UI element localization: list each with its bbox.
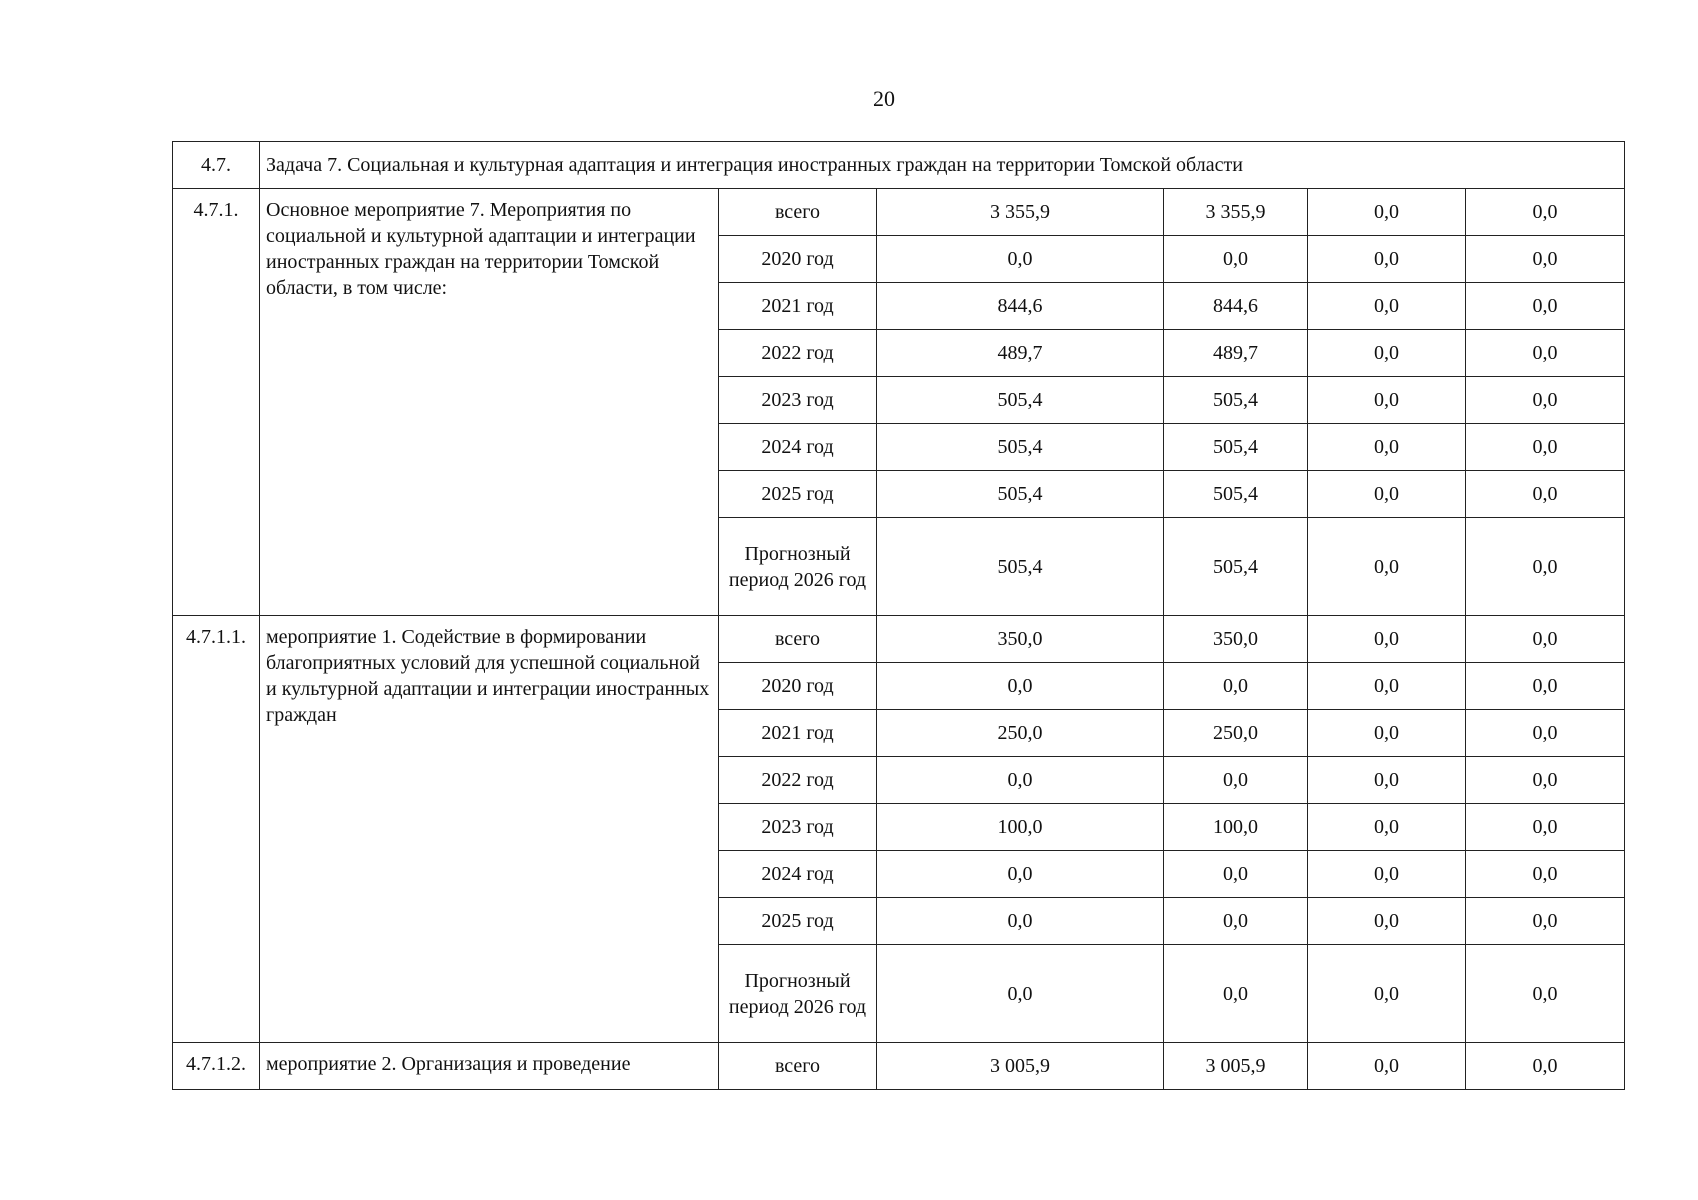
value-cell-2: 505,4 [1164, 471, 1308, 518]
value-cell-4: 0,0 [1466, 757, 1625, 804]
value-cell-1: 505,4 [877, 424, 1164, 471]
period-cell: Прогнозный период 2026 год [719, 945, 877, 1043]
table-row [173, 189, 1625, 236]
period-cell: 2022 год [719, 757, 877, 804]
value-cell-4: 0,0 [1466, 518, 1625, 616]
value-cell-2: 0,0 [1164, 236, 1308, 283]
value-cell-4: 0,0 [1466, 471, 1625, 518]
task-row [173, 142, 1625, 189]
item-title: мероприятие 2. Организация и проведение [260, 1043, 719, 1090]
value-cell-2: 250,0 [1164, 710, 1308, 757]
period-cell: 2023 год [719, 377, 877, 424]
page-number: 20 [873, 86, 895, 111]
value-cell-3: 0,0 [1308, 757, 1466, 804]
value-cell-2: 0,0 [1164, 757, 1308, 804]
value-cell-2: 844,6 [1164, 283, 1308, 330]
value-cell-1: 350,0 [877, 616, 1164, 663]
value-cell-4: 0,0 [1466, 710, 1625, 757]
value-cell-3: 0,0 [1308, 616, 1466, 663]
item-number: 4.7.1.1. [173, 616, 260, 1043]
value-cell-1: 505,4 [877, 377, 1164, 424]
value-cell-2: 505,4 [1164, 518, 1308, 616]
period-cell: 2024 год [719, 851, 877, 898]
table-row [173, 616, 1625, 663]
period-cell: 2025 год [719, 898, 877, 945]
value-cell-1: 100,0 [877, 804, 1164, 851]
value-cell-4: 0,0 [1466, 663, 1625, 710]
period-cell: всего [719, 616, 877, 663]
value-cell-1: 505,4 [877, 518, 1164, 616]
value-cell-3: 0,0 [1308, 236, 1466, 283]
period-cell: всего [719, 189, 877, 236]
value-cell-4: 0,0 [1466, 804, 1625, 851]
value-cell-3: 0,0 [1308, 283, 1466, 330]
value-cell-4: 0,0 [1466, 1043, 1625, 1090]
value-cell-2: 505,4 [1164, 377, 1308, 424]
value-cell-1: 0,0 [877, 236, 1164, 283]
item-title: мероприятие 1. Содействие в формировании благоприятных условий для успешной социальной и культурной адаптации и интеграции иностранных граждан [260, 616, 719, 1043]
value-cell-3: 0,0 [1308, 189, 1466, 236]
period-cell: 2020 год [719, 663, 877, 710]
value-cell-3: 0,0 [1308, 1043, 1466, 1090]
value-cell-2: 3 005,9 [1164, 1043, 1308, 1090]
period-cell: 2022 год [719, 330, 877, 377]
value-cell-3: 0,0 [1308, 898, 1466, 945]
value-cell-1: 844,6 [877, 283, 1164, 330]
value-cell-3: 0,0 [1308, 945, 1466, 1043]
value-cell-1: 0,0 [877, 851, 1164, 898]
task-number: 4.7. [173, 142, 260, 189]
value-cell-2: 0,0 [1164, 898, 1308, 945]
value-cell-3: 0,0 [1308, 710, 1466, 757]
value-cell-2: 0,0 [1164, 663, 1308, 710]
value-cell-3: 0,0 [1308, 804, 1466, 851]
value-cell-4: 0,0 [1466, 851, 1625, 898]
value-cell-4: 0,0 [1466, 616, 1625, 663]
value-cell-4: 0,0 [1466, 898, 1625, 945]
value-cell-1: 3 005,9 [877, 1043, 1164, 1090]
value-cell-1: 0,0 [877, 757, 1164, 804]
value-cell-3: 0,0 [1308, 377, 1466, 424]
period-cell: 2025 год [719, 471, 877, 518]
value-cell-2: 505,4 [1164, 424, 1308, 471]
value-cell-2: 3 355,9 [1164, 189, 1308, 236]
value-cell-1: 0,0 [877, 898, 1164, 945]
value-cell-1: 0,0 [877, 663, 1164, 710]
value-cell-4: 0,0 [1466, 377, 1625, 424]
value-cell-1: 250,0 [877, 710, 1164, 757]
value-cell-4: 0,0 [1466, 189, 1625, 236]
value-cell-2: 0,0 [1164, 945, 1308, 1043]
item-title: Основное мероприятие 7. Мероприятия по социальной и культурной адаптации и интеграции иностранных граждан на территории Томской области, в том числе: [260, 189, 719, 616]
value-cell-4: 0,0 [1466, 945, 1625, 1043]
value-cell-3: 0,0 [1308, 518, 1466, 616]
value-cell-3: 0,0 [1308, 471, 1466, 518]
value-cell-2: 0,0 [1164, 851, 1308, 898]
value-cell-3: 0,0 [1308, 663, 1466, 710]
value-cell-3: 0,0 [1308, 330, 1466, 377]
period-cell: 2021 год [719, 283, 877, 330]
value-cell-1: 505,4 [877, 471, 1164, 518]
item-number: 4.7.1. [173, 189, 260, 616]
value-cell-2: 489,7 [1164, 330, 1308, 377]
period-cell: 2021 год [719, 710, 877, 757]
value-cell-4: 0,0 [1466, 424, 1625, 471]
value-cell-3: 0,0 [1308, 851, 1466, 898]
value-cell-4: 0,0 [1466, 283, 1625, 330]
value-cell-2: 350,0 [1164, 616, 1308, 663]
period-cell: 2020 год [719, 236, 877, 283]
value-cell-1: 3 355,9 [877, 189, 1164, 236]
value-cell-3: 0,0 [1308, 424, 1466, 471]
period-cell: всего [719, 1043, 877, 1090]
program-table [172, 141, 1625, 1090]
value-cell-4: 0,0 [1466, 236, 1625, 283]
item-number: 4.7.1.2. [173, 1043, 260, 1090]
period-cell: Прогнозный период 2026 год [719, 518, 877, 616]
value-cell-1: 0,0 [877, 945, 1164, 1043]
table-row [173, 1043, 1625, 1090]
value-cell-4: 0,0 [1466, 330, 1625, 377]
period-cell: 2024 год [719, 424, 877, 471]
value-cell-1: 489,7 [877, 330, 1164, 377]
table-body [173, 142, 1625, 1090]
period-cell: 2023 год [719, 804, 877, 851]
task-title: Задача 7. Социальная и культурная адаптация и интеграция иностранных граждан на территории Томской области [260, 142, 1625, 189]
value-cell-2: 100,0 [1164, 804, 1308, 851]
